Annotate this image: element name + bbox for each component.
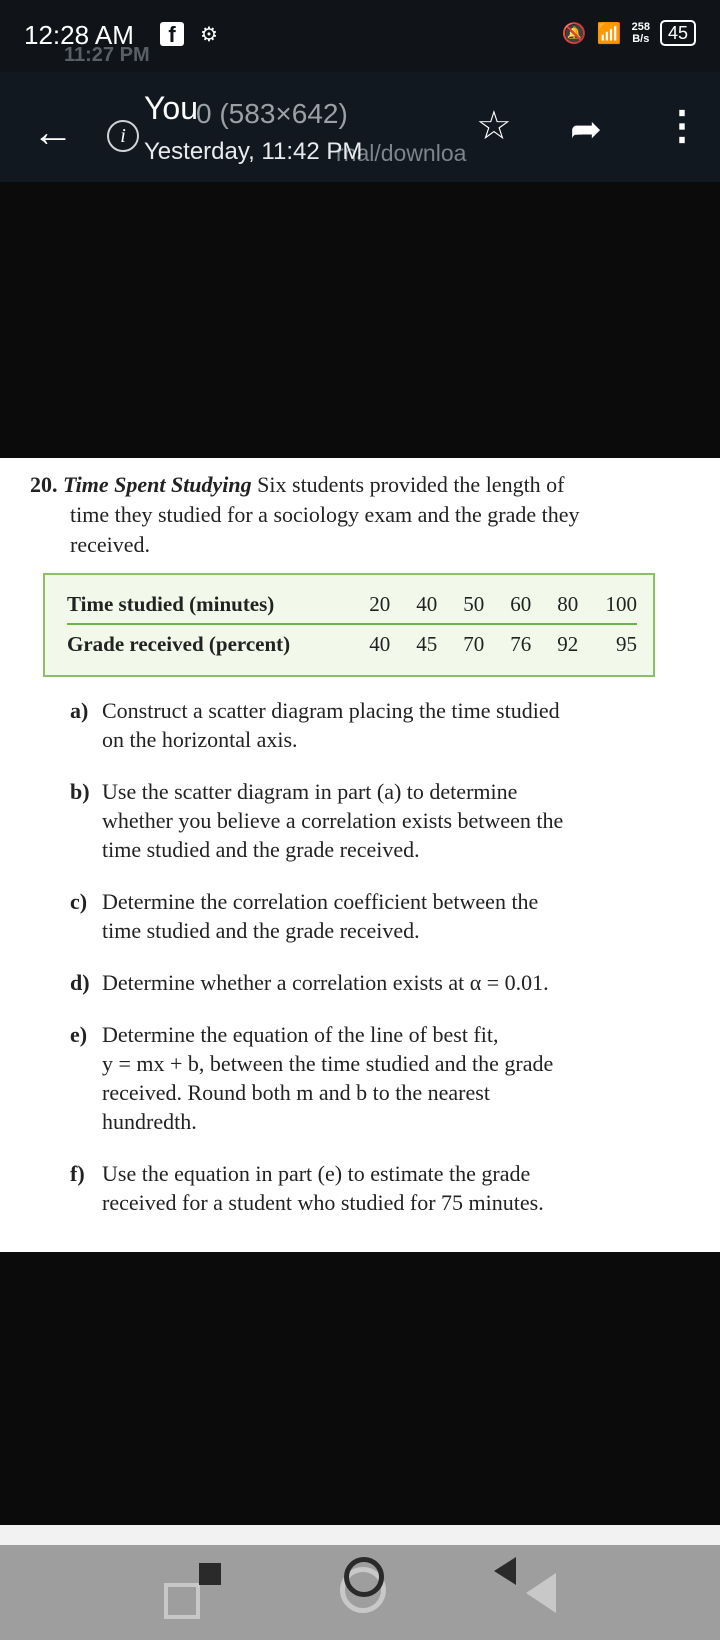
status-bar <box>0 0 720 72</box>
navbar-divider <box>0 1525 720 1545</box>
table-cell: 60 <box>510 591 532 616</box>
table-row <box>67 625 637 663</box>
page-title: You <box>144 90 198 126</box>
mute-icon: 🔕 <box>561 22 587 45</box>
viewer-header <box>0 72 720 182</box>
share-icon[interactable]: ➦ <box>570 109 602 151</box>
table-cell: 95 <box>616 631 638 656</box>
question-line: Use the equation in part (e) to estimate the grade <box>102 1161 531 1186</box>
table-cell: 76 <box>510 631 532 656</box>
system-nav-bar <box>0 1545 720 1640</box>
row-label: Time studied (minutes) <box>67 591 275 616</box>
image-content <box>0 458 720 1252</box>
problem-number: 20. <box>30 472 58 497</box>
status-icons <box>562 18 696 48</box>
recents-icon-ghost <box>199 1563 221 1585</box>
question-line: time studied and the grade received. <box>102 837 420 862</box>
table-cell: 20 <box>369 591 391 616</box>
question-line: Use the scatter diagram in part (a) to determine <box>102 779 518 804</box>
question-line: whether you believe a correlation exists between the <box>102 808 564 833</box>
question-line: received. Round both m and b to the nearest <box>102 1080 490 1105</box>
question-line: time studied and the grade received. <box>102 918 420 943</box>
question-line: Determine whether a correlation exists at α = 0.01. <box>102 970 549 995</box>
question-letter: b) <box>70 779 90 804</box>
problem-statement <box>30 470 670 560</box>
question-letter: d) <box>70 970 90 995</box>
network-speed <box>632 21 650 45</box>
network-speed-value: 258 <box>631 21 650 33</box>
recents-icon[interactable] <box>164 1583 200 1619</box>
network-speed-unit: B/s <box>632 33 650 45</box>
table-row <box>67 585 637 625</box>
more-vertical-icon[interactable]: ⋮ <box>662 104 702 148</box>
settings-notification-icon: ⚙ <box>200 24 218 46</box>
timestamp: Yesterday, 11:42 PM <box>144 138 363 165</box>
back-icon-ghost <box>494 1557 516 1585</box>
question-line: Determine the equation of the line of best fit, <box>102 1022 499 1047</box>
subtitle-ghost-text: rnal/downloa <box>336 140 467 166</box>
question-line: Determine the correlation coefficient between the <box>102 889 539 914</box>
question-item-c <box>70 887 670 945</box>
question-letter: f) <box>70 1161 85 1186</box>
question-item-e <box>70 1020 670 1136</box>
table-cell: 70 <box>463 631 485 656</box>
question-letter: c) <box>70 889 88 914</box>
table-cell: 40 <box>369 631 391 656</box>
arrow-left-icon[interactable]: ← <box>32 108 74 155</box>
problem-intro-line3: received. <box>70 532 150 557</box>
star-icon[interactable]: ☆ <box>476 104 512 148</box>
problem-topic: Time Spent Studying <box>63 472 252 497</box>
question-letter: a) <box>70 698 89 723</box>
facebook-icon: f <box>160 22 184 46</box>
question-line: received for a student who studied for 75 minutes. <box>102 1190 544 1215</box>
question-item-b <box>70 777 670 864</box>
question-item-d <box>70 968 670 997</box>
table-cell: 100 <box>605 591 638 616</box>
question-list <box>70 696 670 1240</box>
table-cell: 45 <box>416 631 438 656</box>
question-item-f <box>70 1159 670 1217</box>
question-letter: e) <box>70 1022 88 1047</box>
table-cell: 40 <box>416 591 438 616</box>
status-time-ghost: 11:27 PM <box>64 44 150 66</box>
question-line: Construct a scatter diagram placing the time studied <box>102 698 560 723</box>
question-line: on the horizontal axis. <box>102 727 298 752</box>
row-label: Grade received (percent) <box>67 631 291 656</box>
status-time: 12:28 AM <box>24 20 134 50</box>
data-table <box>43 573 655 677</box>
battery-indicator: 45 <box>660 20 696 46</box>
back-icon[interactable] <box>526 1573 556 1613</box>
home-icon-ghost <box>344 1557 384 1597</box>
title-ghost-text: 0 (583×642) <box>196 98 348 129</box>
table-cell: 50 <box>463 591 485 616</box>
info-icon[interactable]: i <box>107 120 139 152</box>
question-line: hundredth. <box>102 1109 197 1134</box>
wifi-icon: 📶 <box>596 22 622 45</box>
problem-intro-line1: Six students provided the length of <box>257 472 565 497</box>
table-cell: 92 <box>557 631 579 656</box>
table-cell: 80 <box>557 591 579 616</box>
question-item-a <box>70 696 670 754</box>
question-line: y = mx + b, between the time studied and the grade <box>102 1051 554 1076</box>
problem-intro-line2: time they studied for a sociology exam and the grade they <box>70 502 580 527</box>
